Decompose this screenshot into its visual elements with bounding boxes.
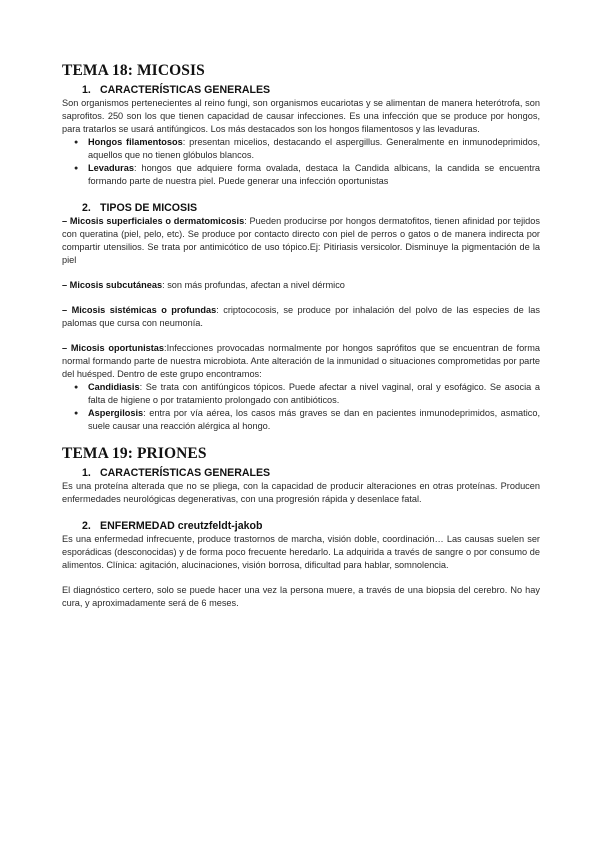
tema18-sec2-list bbox=[62, 381, 540, 433]
list-item bbox=[88, 136, 540, 162]
tema18-sec1-paragraph: Son organismos pertenecientes al reino fungi, son organismos eucariotas y se alimentan de manera heterótrofa, son saprofitos. 250 son los que tienen capacidad de causar infecciones. Es una infección que se produce por hongos, para tratarlos se usará antifúngicos. Los más destacados son los hongos filamentosos y las levaduras. bbox=[62, 98, 540, 134]
micosis-type-text: :Infecciones provocadas normalmente por hongos saprófitos que se encuentran de forma normal formando parte de nuestra microbiota. Ante alteración de la inmunidad o situaciones comprometidas por parte del huésped. Dentro de este grupo encontramos: bbox=[62, 343, 541, 379]
section-number: 1. bbox=[82, 84, 91, 96]
list-item-term: Candidiasis bbox=[88, 382, 140, 392]
micosis-type-paragraph bbox=[62, 215, 540, 267]
tema18-title: TEMA 18: MICOSIS bbox=[62, 62, 205, 79]
list-item bbox=[88, 381, 540, 407]
tema19-title: TEMA 19: PRIONES bbox=[62, 445, 207, 462]
micosis-type-paragraph bbox=[62, 342, 540, 381]
section-number: 1. bbox=[82, 467, 91, 479]
tema18-sec1-list bbox=[62, 136, 540, 188]
micosis-type-term: – Micosis oportunistas bbox=[62, 343, 165, 353]
section-number: 2. bbox=[82, 202, 91, 214]
micosis-type-term: – Micosis sistémicas o profundas bbox=[62, 305, 217, 315]
micosis-type-paragraph bbox=[62, 279, 540, 292]
tema18-sec1-heading bbox=[82, 84, 540, 96]
list-item-term: Aspergilosis bbox=[88, 408, 144, 418]
section-title: TIPOS DE MICOSIS bbox=[100, 202, 198, 214]
tema19-sec2-paragraph-2: El diagnóstico certero, solo se puede hacer una vez la persona muere, a través de una biopsia del cerebro. No hay cura, y aproximadamente será de 6 meses. bbox=[62, 585, 540, 608]
micosis-type-paragraph bbox=[62, 304, 540, 330]
micosis-type-text: : son más profundas, afectan a nivel dérmico bbox=[162, 280, 345, 290]
list-item-term: Levaduras bbox=[88, 163, 134, 173]
list-item-text: : entra por vía aérea, los casos más graves se dan en pacientes inmunodeprimidos, asmatico, suele causar una reacción alérgica al hongo. bbox=[88, 408, 540, 431]
section-number: 2. bbox=[82, 520, 91, 532]
section-title: ENFERMEDAD creutzfeldt-jakob bbox=[100, 520, 263, 532]
section-title: CARACTERÍSTICAS GENERALES bbox=[100, 467, 271, 479]
micosis-type-term: – Micosis superficiales o dermatomicosis bbox=[62, 216, 245, 226]
micosis-type-text: : criptococosis, se produce por inhalación del polvo de las especies de las palomas que cursa con neumonía. bbox=[62, 305, 540, 328]
tema19-sec2-heading bbox=[82, 520, 540, 532]
list-item-text: : presentan micelios, destacando el aspergillus. Generalmente en inmunodeprimidos, aquellos que no tienen glóbulos blancos. bbox=[88, 137, 540, 160]
list-item bbox=[88, 407, 540, 433]
section-title: CARACTERÍSTICAS GENERALES bbox=[100, 84, 271, 96]
tema19-sec1-paragraph: Es una proteína alterada que no se pliega, con la capacidad de producir alteraciones en otras proteínas. Producen enfermedades neurológicas degenerativas, con una progresión rápida y desenlace fatal. bbox=[62, 481, 540, 504]
list-item bbox=[88, 162, 540, 188]
list-item-text: : Se trata con antifúngicos tópicos. Puede afectar a nivel vaginal, oral y esofágico. Se asocia a falta de higiene o por tratamiento prolongado con antibióticos. bbox=[88, 382, 540, 405]
tema19-sec1-heading bbox=[82, 467, 540, 479]
micosis-type-term: – Micosis subcutáneas bbox=[62, 280, 163, 290]
micosis-type-text: : Pueden producirse por hongos dermatofitos, tienen afinidad por tejidos con queratina (piel, pelo, etc). Se produce por contacto directo con piel de perros o gatos o de manera indirecta por compartir utensilios. Se trata por antimicótico de uso tópico.Ej: Pitiriasis versicolor. Disminuye la pigmentación de la piel bbox=[62, 216, 540, 265]
tema18-sec2-heading bbox=[82, 202, 540, 214]
tema19-sec2-paragraph: Es una enfermedad infrecuente, produce trastornos de marcha, visión doble, coordinación… Las causas suelen ser esporádicas (desconocidas) y de forma poco frecuente heredarlo. La adquirida a través de sangre o por consumo de alimentos. Clínica: agitación, alucinaciones, visión borrosa, dificultad para hablar, somnolencia. bbox=[62, 534, 540, 570]
list-item-term: Hongos filamentosos bbox=[88, 137, 183, 147]
list-item-text: : hongos que adquiere forma ovalada, destaca la Candida albicans, la candida se encuentra formando parte de nuestra piel. Puede generar una infección oportunistas bbox=[88, 163, 540, 186]
